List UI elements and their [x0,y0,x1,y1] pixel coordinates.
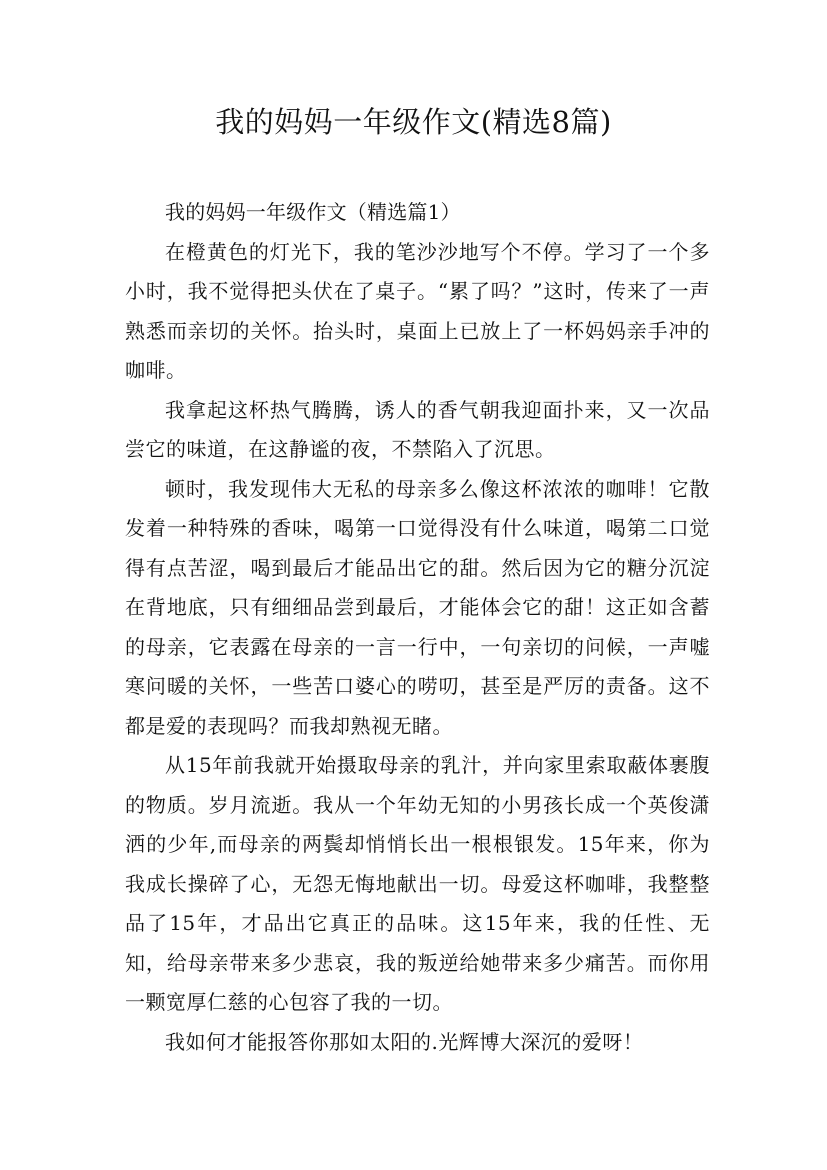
paragraph-4: 从15年前我就开始摄取母亲的乳汁，并向家里索取蔽体裹腹的物质。岁月流逝。我从一个年幼无知的小男孩长成一个英俊潇洒的少年,而母亲的两鬓却悄悄长出一根根银发。15年来，你为我成长操碎了心，无怨无悔地献出一切。母爱这杯咖啡，我整整品了15年，才品出它真正的品味。这15年来，我的任性、无知，给母亲带来多少悲哀，我的叛逆给她带来多少痛苦。而你用一颗宽厚仁慈的心包容了我的一切。 [125,753,710,1014]
document-title: 我的妈妈一年级作文(精选8篇) [215,105,612,139]
paragraph-5: 我如何才能报答你那如太阳的.光辉博大深沉的爱呀！ [165,1029,644,1054]
section-heading: 我的妈妈一年级作文（精选篇1） [165,200,461,224]
paragraph-2: 我拿起这杯热气腾腾，诱人的香气朝我迎面扑来，又一次品尝它的味道，在这静谧的夜，不禁陷入了沉思。 [125,397,710,461]
article-body [125,193,710,1062]
paragraph-3: 顿时，我发现伟大无私的母亲多么像这杯浓浓的咖啡！它散发着一种特殊的香味，喝第一口觉得没有什么味道，喝第二口觉得有点苦涩，喝到最后才能品出它的甜。然后因为它的糖分沉淀在背地底，只有细细品尝到最后，才能体会它的甜！这正如含蓄的母亲，它表露在母亲的一言一行中，一句亲切的问候，一声嘘寒问暖的关怀，一些苦口婆心的唠叨，甚至是严厉的责备。这不都是爱的表现吗？而我却熟视无睹。 [125,476,710,738]
paragraph-1: 在橙黄色的灯光下，我的笔沙沙地写个不停。学习了一个多小时，我不觉得把头伏在了桌子。“累了吗？”这时，传来了一声熟悉而亲切的关怀。抬头时，桌面上已放上了一杯妈妈亲手冲的咖啡。 [125,239,710,382]
